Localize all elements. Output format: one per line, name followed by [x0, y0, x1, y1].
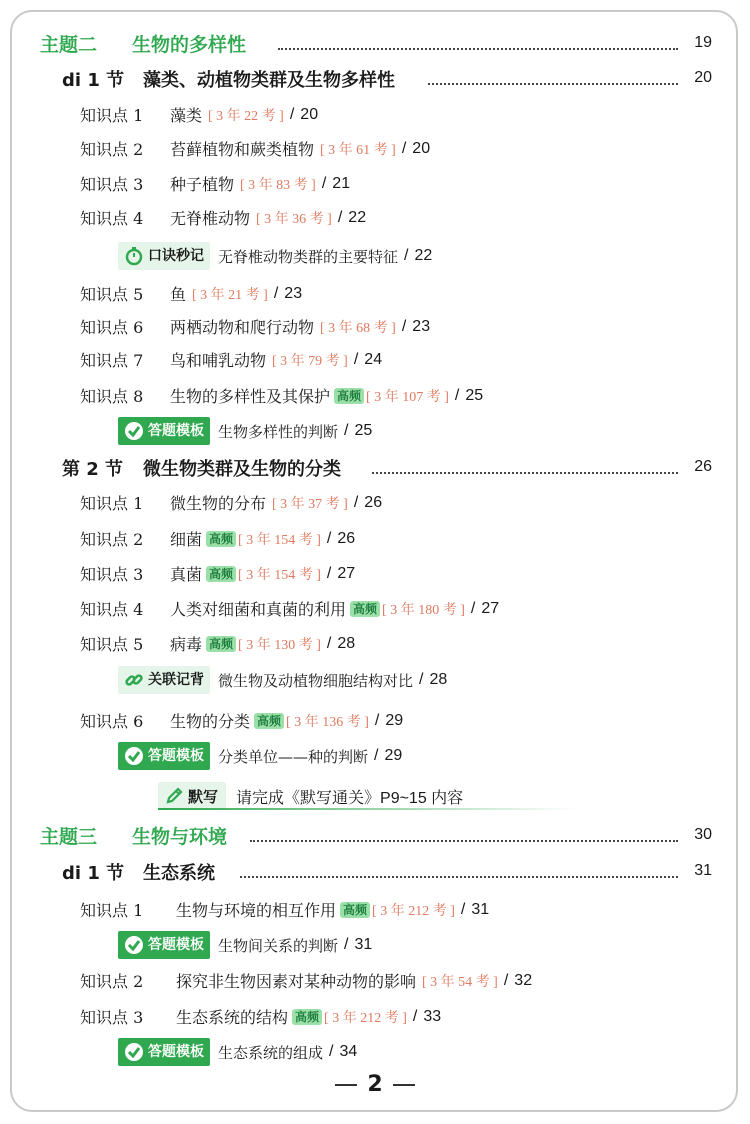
page-ref: 19: [694, 34, 712, 51]
kp-number: 知识点 2: [80, 530, 144, 549]
check-icon: [122, 419, 146, 443]
high-frequency-badge: 高频: [350, 601, 380, 617]
knowledge-point-row[interactable]: [0, 199, 750, 233]
kp-name: 生态系统的结构: [176, 1008, 289, 1027]
topic-name: 生物与环境: [132, 826, 228, 848]
page-ref: 28: [337, 634, 356, 652]
separator: /: [404, 247, 409, 264]
tag-label: 口诀秒记: [148, 248, 204, 264]
exam-frequency: [ 3 年 130 考 ]: [238, 637, 321, 653]
exam-frequency: [ 3 年 68 考 ]: [320, 320, 396, 336]
topic-row[interactable]: [0, 818, 750, 852]
knowledge-point-row[interactable]: [0, 625, 750, 659]
separator: /: [337, 208, 343, 226]
check-icon: [122, 933, 146, 957]
kp-name: 苔藓植物和蕨类植物: [170, 140, 315, 159]
page-ref: 24: [364, 350, 383, 368]
section-name: 藻类、动植物类群及生物多样性: [143, 70, 395, 91]
exam-frequency: [ 3 年 37 考 ]: [272, 496, 348, 512]
dash: [393, 1084, 415, 1086]
high-frequency-badge: 高频: [340, 902, 370, 918]
pencil-icon: [162, 784, 186, 808]
kp-number: 知识点 3: [80, 1008, 144, 1027]
exam-frequency: [ 3 年 212 考 ]: [372, 903, 455, 919]
page-ref: 34: [339, 1043, 358, 1060]
knowledge-point-row[interactable]: [0, 130, 750, 164]
tag-description: 无脊椎动物类群的主要特征: [218, 247, 399, 266]
separator: /: [401, 139, 407, 157]
dictation-description: 请完成《默写通关》P9~15 内容: [236, 789, 464, 807]
page-ref: 30: [694, 826, 712, 843]
page-number: 2: [367, 1072, 383, 1097]
kp-number: 知识点 1: [80, 106, 144, 125]
link-icon: [122, 668, 146, 692]
kp-name: 无脊椎动物: [170, 209, 251, 228]
page-ref: 20: [412, 139, 431, 157]
high-frequency-badge: 高频: [206, 636, 236, 652]
dictation-row[interactable]: [158, 782, 463, 810]
tag-description: 分类单位——种的判断: [218, 747, 369, 766]
tag-row[interactable]: [0, 1036, 750, 1070]
dot-leader: [372, 472, 678, 474]
tag-label: 答题模板: [148, 748, 204, 764]
separator: /: [353, 493, 359, 511]
high-frequency-badge: 高频: [254, 713, 284, 729]
section-number: di 1 节: [62, 70, 125, 91]
topic-row[interactable]: [0, 26, 750, 60]
kp-name: 微生物的分布: [170, 494, 267, 513]
page-ref: 23: [412, 317, 431, 335]
dot-leader: [250, 840, 678, 842]
high-frequency-badge: 高频: [334, 388, 364, 404]
page-ref: 26: [694, 458, 712, 475]
knowledge-point-row[interactable]: [0, 590, 750, 624]
page-ref: 21: [332, 174, 351, 192]
section-number: di 1 节: [62, 863, 125, 884]
separator: /: [344, 936, 349, 953]
exam-frequency: [ 3 年 79 考 ]: [272, 353, 348, 369]
page-ref: 26: [337, 529, 356, 547]
page-ref: 22: [348, 208, 367, 226]
kp-number: 知识点 5: [80, 285, 144, 304]
page-ref: 23: [284, 284, 303, 302]
kp-number: 知识点 8: [80, 387, 144, 406]
knowledge-point-row[interactable]: [0, 555, 750, 589]
exam-frequency: [ 3 年 83 考 ]: [240, 177, 316, 193]
separator: /: [329, 1043, 334, 1060]
divider: [158, 808, 578, 810]
high-frequency-badge: 高频: [206, 566, 236, 582]
section-row[interactable]: [0, 854, 750, 888]
high-frequency-badge: 高频: [292, 1009, 322, 1025]
separator: /: [321, 174, 327, 192]
exam-frequency: [ 3 年 61 考 ]: [320, 142, 396, 158]
separator: /: [503, 971, 509, 989]
tag-row[interactable]: [0, 240, 750, 274]
check-icon: [122, 1040, 146, 1064]
page-ref: 26: [364, 493, 383, 511]
knowledge-point-row[interactable]: [0, 341, 750, 375]
page-ref: 27: [337, 564, 356, 582]
separator: /: [344, 422, 349, 439]
kp-name: 鸟和哺乳动物: [170, 351, 267, 370]
exam-frequency: [ 3 年 136 考 ]: [286, 714, 369, 730]
dash: [335, 1084, 357, 1086]
page-ref: 20: [300, 105, 319, 123]
separator: /: [374, 747, 379, 764]
page-ref: 33: [423, 1007, 442, 1025]
kp-number: 知识点 7: [80, 351, 144, 370]
tag-description: 微生物及动植物细胞结构对比: [218, 671, 414, 690]
kp-number: 知识点 1: [80, 901, 144, 920]
knowledge-point-row[interactable]: [0, 702, 750, 736]
tag-label: 答题模板: [148, 423, 204, 439]
page-ref: 29: [384, 747, 403, 764]
dot-leader: [278, 48, 678, 50]
knowledge-point-row[interactable]: [0, 998, 750, 1032]
separator: /: [326, 529, 332, 547]
separator: /: [353, 350, 359, 368]
exam-frequency: [ 3 年 107 考 ]: [366, 389, 449, 405]
exam-frequency: [ 3 年 154 考 ]: [238, 532, 321, 548]
kp-name: 生物的多样性及其保护: [170, 387, 331, 406]
section-row[interactable]: [0, 61, 750, 95]
page-ref: 31: [694, 862, 712, 879]
separator: /: [454, 386, 460, 404]
section-number: 第 2 节: [62, 459, 124, 480]
page-ref: 25: [354, 422, 373, 439]
kp-name: 生物与环境的相互作用: [176, 901, 337, 920]
high-frequency-badge: 高频: [206, 531, 236, 547]
page-ref: 20: [694, 69, 712, 86]
page-ref: 27: [481, 599, 500, 617]
page-ref: 22: [414, 247, 433, 264]
tag-label: 关联记背: [148, 672, 204, 688]
kp-number: 知识点 4: [80, 600, 144, 619]
exam-frequency: [ 3 年 36 考 ]: [256, 211, 332, 227]
topic-name: 生物的多样性: [132, 34, 247, 56]
tag-row[interactable]: [0, 929, 750, 963]
dictation-label: 默写: [188, 787, 219, 806]
knowledge-point-row[interactable]: [0, 165, 750, 199]
kp-number: 知识点 6: [80, 712, 144, 731]
section-name: 生态系统: [143, 863, 215, 884]
kp-number: 知识点 2: [80, 140, 144, 159]
kp-name: 生物的分类: [170, 712, 251, 731]
kp-name: 种子植物: [170, 175, 235, 194]
separator: /: [374, 711, 380, 729]
kp-number: 知识点 6: [80, 318, 144, 337]
kp-name: 人类对细菌和真菌的利用: [170, 600, 347, 619]
kp-number: 知识点 5: [80, 635, 144, 654]
separator: /: [460, 900, 466, 918]
separator: /: [412, 1007, 418, 1025]
separator: /: [289, 105, 295, 123]
stopwatch-icon: [122, 244, 146, 268]
knowledge-point-row[interactable]: [0, 308, 750, 342]
topic-title: 主题三: [40, 826, 98, 848]
knowledge-point-row[interactable]: [0, 962, 750, 996]
separator: /: [470, 599, 476, 617]
separator: /: [401, 317, 407, 335]
separator: /: [326, 634, 332, 652]
exam-frequency: [ 3 年 22 考 ]: [208, 108, 284, 124]
knowledge-point-row[interactable]: [0, 891, 750, 925]
page-ref: 31: [354, 936, 373, 953]
page-ref: 28: [429, 671, 448, 688]
knowledge-point-row[interactable]: [0, 520, 750, 554]
separator: /: [419, 671, 424, 688]
tag-label: 答题模板: [148, 937, 204, 953]
kp-number: 知识点 1: [80, 494, 144, 513]
exam-frequency: [ 3 年 212 考 ]: [324, 1010, 407, 1026]
kp-name: 两栖动物和爬行动物: [170, 318, 315, 337]
knowledge-point-row[interactable]: [0, 275, 750, 309]
exam-frequency: [ 3 年 54 考 ]: [422, 974, 498, 990]
kp-name: 病毒: [170, 635, 203, 654]
dot-leader: [428, 83, 678, 85]
tag-description: 生态系统的组成: [218, 1043, 324, 1062]
tag-row[interactable]: [0, 415, 750, 449]
page-number-footer: [0, 1072, 750, 1097]
tag-description: 生物多样性的判断: [218, 422, 339, 441]
kp-name: 藻类: [170, 106, 203, 125]
exam-frequency: [ 3 年 154 考 ]: [238, 567, 321, 583]
page-ref: 29: [385, 711, 404, 729]
exam-frequency: [ 3 年 180 考 ]: [382, 602, 465, 618]
dot-leader: [240, 876, 678, 878]
page-ref: 31: [471, 900, 490, 918]
section-name: 微生物类群及生物的分类: [143, 459, 341, 480]
knowledge-point-row[interactable]: [0, 377, 750, 411]
check-icon: [122, 744, 146, 768]
kp-number: 知识点 3: [80, 565, 144, 584]
kp-number: 知识点 2: [80, 972, 144, 991]
kp-name: 真菌: [170, 565, 203, 584]
kp-number: 知识点 4: [80, 209, 144, 228]
kp-name: 探究非生物因素对某种动物的影响: [176, 972, 417, 991]
tag-row[interactable]: [0, 740, 750, 774]
kp-name: 细菌: [170, 530, 203, 549]
section-row[interactable]: [0, 450, 750, 484]
exam-frequency: [ 3 年 21 考 ]: [192, 287, 268, 303]
tag-label: 答题模板: [148, 1044, 204, 1060]
page-ref: 25: [465, 386, 484, 404]
separator: /: [273, 284, 279, 302]
separator: /: [326, 564, 332, 582]
tag-description: 生物间关系的判断: [218, 936, 339, 955]
kp-name: 鱼: [170, 285, 187, 304]
tag-row[interactable]: [0, 664, 750, 698]
knowledge-point-row[interactable]: [0, 484, 750, 518]
kp-number: 知识点 3: [80, 175, 144, 194]
knowledge-point-row[interactable]: [0, 96, 750, 130]
page-ref: 32: [514, 971, 533, 989]
topic-title: 主题二: [40, 34, 98, 56]
